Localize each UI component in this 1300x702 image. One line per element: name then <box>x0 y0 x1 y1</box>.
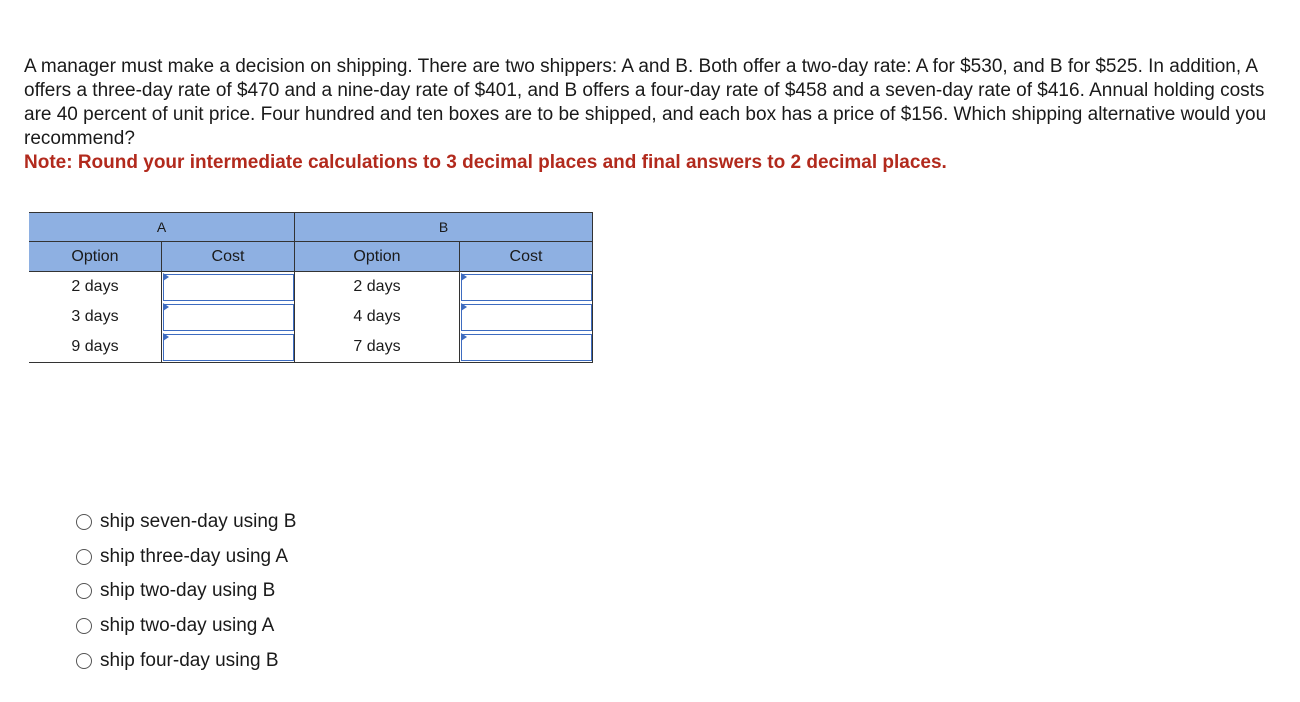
cost-a-cell <box>162 302 295 332</box>
table-group-header-row <box>29 213 593 242</box>
cost-b-input-4-days[interactable] <box>461 304 592 331</box>
shipping-cost-table <box>29 212 593 363</box>
cost-a-input-3-days[interactable] <box>163 304 294 331</box>
cost-a-input-9-days[interactable] <box>163 334 294 361</box>
choice-label: ship two-day using A <box>100 615 275 637</box>
radio-button[interactable] <box>76 653 92 669</box>
cost-a-input-2-days[interactable] <box>163 274 294 301</box>
table-row <box>29 332 593 363</box>
choice-label: ship four-day using B <box>100 649 279 671</box>
choice-seven-day-b[interactable] <box>76 505 296 540</box>
group-header-b: B <box>295 213 593 242</box>
option-a-cell: 9 days <box>29 332 162 363</box>
option-b-cell: 2 days <box>295 272 460 303</box>
input-flag-icon <box>163 333 169 341</box>
table-column-header-row <box>29 242 593 272</box>
cost-b-input-2-days[interactable] <box>461 274 592 301</box>
radio-button[interactable] <box>76 549 92 565</box>
question-text: A manager must make a decision on shipping. There are two shippers: A and B. Both offer a two-day rate: A for $530, and B for $525. In addition, A offers a three-day rate of $470 and a nine-day rate of $401, and B offers a four-day rate of $458 and a seven-day rate of $416. Annual holding costs are 40 percent of unit price. Four hundred and ten boxes are to be shipped, and each box has a price of $156. Which shipping alternative would you recommend? <box>24 56 1267 149</box>
cost-a-cell <box>162 332 295 363</box>
cost-b-cell <box>460 272 593 303</box>
choice-three-day-a[interactable] <box>76 540 296 575</box>
table-row <box>29 272 593 303</box>
input-flag-icon <box>163 303 169 311</box>
table-row <box>29 302 593 332</box>
cost-a-cell <box>162 272 295 303</box>
radio-button[interactable] <box>76 618 92 634</box>
column-header-cost-a: Cost <box>162 242 295 272</box>
cost-b-input-7-days[interactable] <box>461 334 592 361</box>
choice-label: ship seven-day using B <box>100 511 297 533</box>
column-header-option-b: Option <box>295 242 460 272</box>
choice-two-day-b[interactable] <box>76 574 296 609</box>
column-header-cost-b: Cost <box>460 242 593 272</box>
answer-choices <box>76 505 296 678</box>
option-a-cell: 2 days <box>29 272 162 303</box>
rounding-note: Note: Round your intermediate calculations to 3 decimal places and final answers to 2 decimal places. <box>24 152 947 173</box>
choice-label: ship three-day using A <box>100 545 289 567</box>
choice-four-day-b[interactable] <box>76 643 296 678</box>
input-flag-icon <box>461 333 467 341</box>
option-a-cell: 3 days <box>29 302 162 332</box>
choice-two-day-a[interactable] <box>76 609 296 644</box>
radio-button[interactable] <box>76 514 92 530</box>
cost-b-cell <box>460 332 593 363</box>
option-b-cell: 4 days <box>295 302 460 332</box>
column-header-option-a: Option <box>29 242 162 272</box>
question-block <box>24 55 1284 175</box>
input-flag-icon <box>461 303 467 311</box>
option-b-cell: 7 days <box>295 332 460 363</box>
choice-label: ship two-day using B <box>100 580 276 602</box>
input-flag-icon <box>461 273 467 281</box>
cost-b-cell <box>460 302 593 332</box>
radio-button[interactable] <box>76 583 92 599</box>
input-flag-icon <box>163 273 169 281</box>
group-header-a: A <box>29 213 295 242</box>
